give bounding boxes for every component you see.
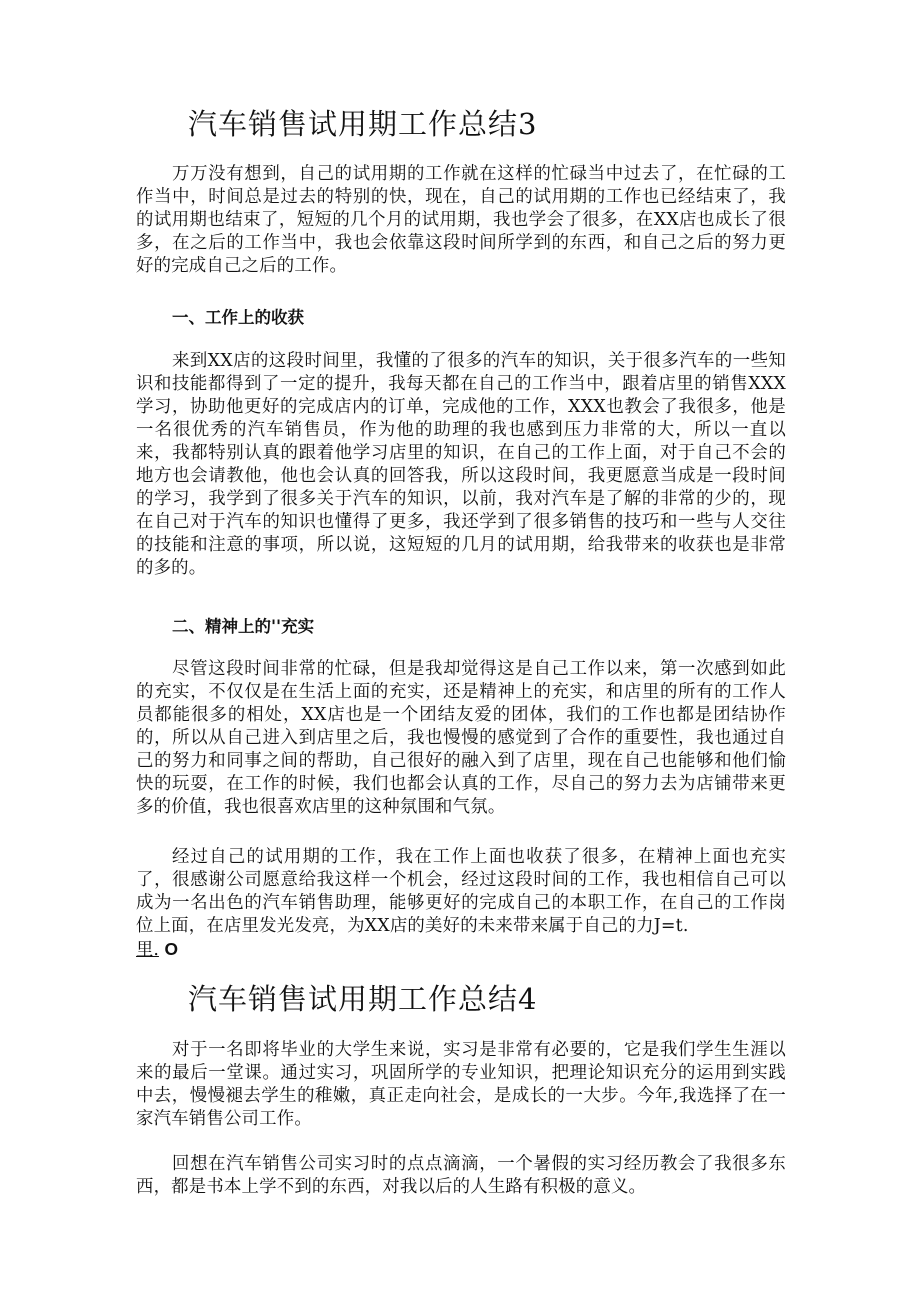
work-gains-paragraph: 来到XX店的这段时间里，我懂的了很多的汽车的知识，关于很多汽车的一些知识和技能都得到了一定的提升，我每天都在自己的工作当中，跟着店里的销售XXX学习，协助他更好的完成店内的订单，完成他的工作，XXX也教会了我很多，他是一名很优秀的汽车销售员，作为他的助理的我也感到压力非常的大，所以一直以来，我都特别认真的跟着他学习店里的知识，在自己的工作上面，对于自己不会的地方也会请教他，他也会认真的回答我，所以这段时间，我更愿意当成是一段时间的学习，我学到了很多关于汽车的知识，以前，我对汽车是了解的非常的少的，现在自己对于汽车的知识也懂得了更多，我还学到了很多销售的技巧和一些与人交往的技能和注意的事项，所以说，这短短的几月的试用期，给我带来的收获也是非常的多的。 <box>136 351 786 578</box>
section-3-title: 汽车销售试用期工作总结3 <box>188 107 538 141</box>
section-4-title: 汽车销售试用期工作总结4 <box>188 982 538 1016</box>
section-4-recollection-paragraph: 回想在汽车销售公司实习时的点点滴滴，一个暑假的实习经历教会了我很多东西，都是书本上学不到的东西，对我以后的人生路有积极的意义。 <box>136 1154 786 1197</box>
section-3-intro-paragraph: 万万没有想到，自己的试用期的工作就在这样的忙碌当中过去了，在忙碌的工作当中，时间总是过去的特别的快，现在，自己的试用期的工作也已经结束了，我的试用期也结束了，短短的几个月的试用期，我也学会了很多，在XX店也成长了很多，在之后的工作当中，我也会依靠这段时间所学到的东西，和自己之后的努力更好的完成自己之后的工作。 <box>136 164 786 276</box>
section-3-conclusion-paragraph: 经过自己的试用期的工作，我在工作上面也收获了很多，在精神上面也充实了，很感谢公司愿意给我这样一个机会，经过这段时间的工作，我也相信自己可以成为一名出色的汽车销售助理，能够更好的完成自己的本职工作，在自己的工作岗位上面，在店里发光发亮，为XX店的美好的未来带来属于自己的力J=t. <box>136 847 786 936</box>
heading-work-gains: 一、工作上的收获 <box>172 308 304 327</box>
conclusion-underlined-text: 里. <box>136 940 159 960</box>
heading-spiritual-fulfillment: 二、精神上的''充实 <box>172 617 315 636</box>
conclusion-tail-mark: O <box>164 939 178 959</box>
section-4-intro-paragraph: 对于一名即将毕业的大学生来说，实习是非常有必要的，它是我们学生生涯以来的最后一堂课。通过实习，巩固所学的专业知识，把理论知识充分的运用到实践中去，慢慢褪去学生的稚嫩，真正走向社会，是成长的一大步。今年,我选择了在一家汽车销售公司工作。 <box>136 1040 786 1129</box>
spiritual-fulfillment-paragraph: 尽管这段时间非常的忙碌，但是我却觉得这是自己工作以来，第一次感到如此的充实，不仅仅是在生活上面的充实，还是精神上的充实，和店里的所有的工作人员都能很多的相处，XX店也是一个团结友爱的团体，我们的工作也都是团结协作的，所以从自己进入到店里之后，我也慢慢的感觉到了合作的重要性，我也通过自己的努力和同事之间的帮助，自己很好的融入到了店里，现在自己也能够和他们愉快的玩耍，在工作的时候，我们也都会认真的工作，尽自己的努力去为店铺带来更多的价值，我也很喜欢店里的这种氛围和气氛。 <box>136 659 786 817</box>
conclusion-ending <box>136 938 178 962</box>
